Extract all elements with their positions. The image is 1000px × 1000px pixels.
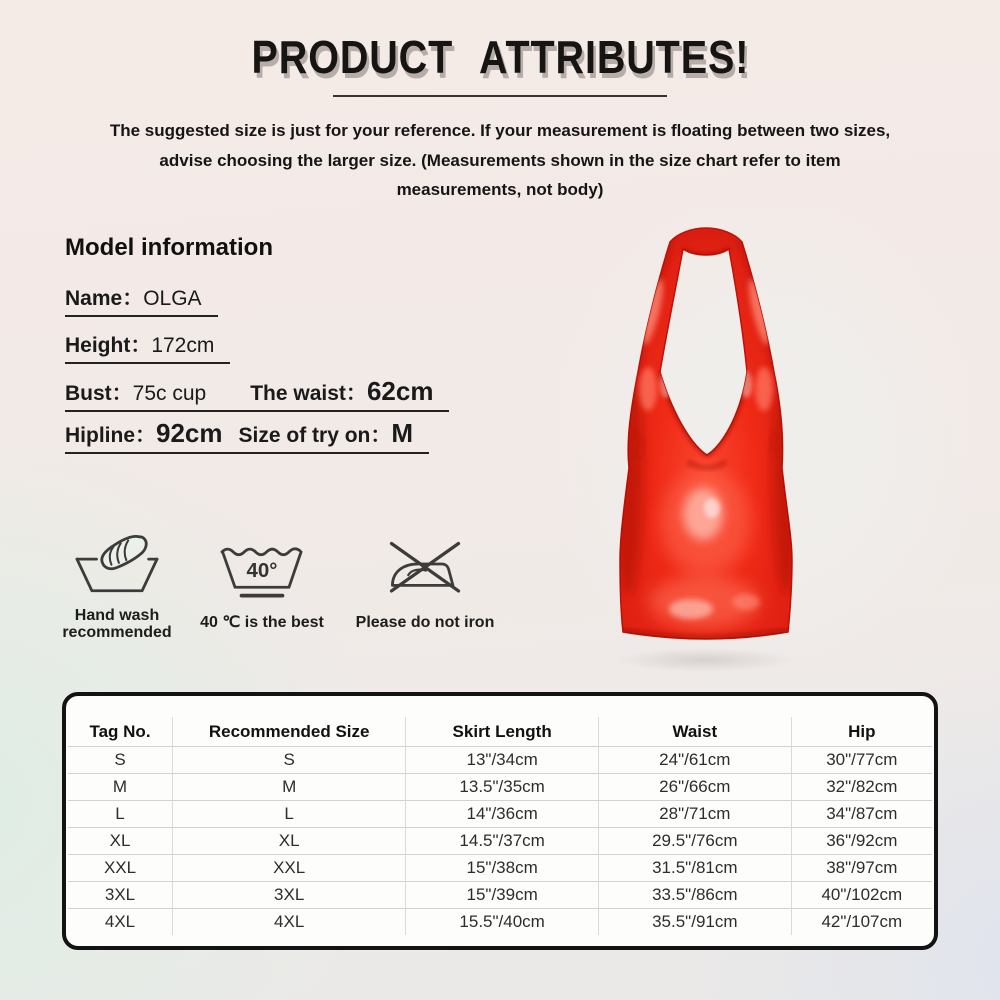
size-cell: 29.5"/76cm (598, 828, 791, 855)
model-name-label: Name： (65, 287, 144, 310)
size-chart-table (68, 717, 932, 935)
model-hipline-value: 92cm (156, 418, 223, 448)
size-cell: XXL (173, 855, 406, 882)
size-cell: S (173, 747, 406, 774)
size-disclaimer-line: measurements, not body) (396, 180, 604, 199)
size-cell: 35.5"/91cm (598, 909, 791, 936)
size-row-4xl (68, 909, 932, 936)
care-label: Please do not iron (355, 614, 495, 631)
model-bust-waist-row (65, 376, 449, 412)
model-tryon-value: M (391, 418, 414, 448)
care-label: 40 ℃ is the best (200, 614, 324, 631)
size-chart-header-row (68, 717, 932, 747)
model-bust-label: Bust： (65, 382, 133, 405)
model-bust-value: 75c cup (132, 382, 207, 405)
care-item-wash-40 (196, 537, 328, 631)
size-cell: 14.5"/37cm (406, 828, 599, 855)
col-header-skirt-length: Skirt Length (406, 717, 599, 747)
size-cell: 4XL (68, 909, 173, 936)
size-disclaimer-line: The suggested size is just for your reference. If your measurement is floating between two sizes, (109, 121, 891, 140)
size-cell: L (68, 801, 173, 828)
size-cell: 33.5"/86cm (598, 882, 791, 909)
page-title-wrap (0, 30, 1000, 84)
model-hipline-label: Hipline： (65, 424, 157, 447)
size-cell: 34"/87cm (791, 801, 932, 828)
care-item-hand-wash (55, 534, 179, 641)
wash-temp-text: 40° (246, 559, 278, 583)
hand-wash-icon (72, 534, 162, 601)
care-label: Hand wash recommended (62, 607, 172, 641)
size-cell: 31.5"/81cm (598, 855, 791, 882)
size-cell: 14"/36cm (406, 801, 599, 828)
size-cell: 15.5"/40cm (406, 909, 599, 936)
size-cell: 13.5"/35cm (406, 774, 599, 801)
product-photo-dress (596, 224, 816, 664)
do-not-iron-icon (380, 537, 470, 604)
wash-40c-icon (217, 537, 307, 604)
size-disclaimer-line: advise choosing the larger size. (Measurements shown in the size chart refer to item (159, 150, 841, 170)
size-cell: 24"/61cm (598, 747, 791, 774)
size-row-s (68, 747, 932, 774)
size-cell: 36"/92cm (791, 828, 932, 855)
size-cell: 15"/39cm (406, 882, 599, 909)
size-cell: 4XL (173, 909, 406, 936)
model-name-row (65, 282, 218, 317)
size-cell: 42"/107cm (791, 909, 932, 936)
size-row-xxl (68, 855, 932, 882)
size-cell: XXL (68, 855, 173, 882)
size-cell: 3XL (173, 882, 406, 909)
model-information-heading: Model information (65, 234, 273, 261)
size-disclaimer (0, 116, 1000, 205)
size-row-l (68, 801, 932, 828)
model-information-section (65, 234, 449, 460)
size-cell: 32"/82cm (791, 774, 932, 801)
size-row-m (68, 774, 932, 801)
model-hipline-size-row (65, 418, 429, 454)
size-cell: M (68, 774, 173, 801)
model-name-value: OLGA (143, 287, 202, 310)
model-height-row (65, 329, 230, 364)
model-tryon-label: Size of try on： (238, 424, 392, 447)
size-cell: S (68, 747, 173, 774)
size-cell: M (173, 774, 406, 801)
size-cell: 30"/77cm (791, 747, 932, 774)
size-cell: 40"/102cm (791, 882, 932, 909)
size-cell: XL (68, 828, 173, 855)
size-chart (62, 692, 938, 950)
size-cell: 28"/71cm (598, 801, 791, 828)
size-cell: 38"/97cm (791, 855, 932, 882)
page-title: PRODUCT ATTRIBUTES! (251, 31, 749, 83)
title-underline (333, 95, 667, 97)
model-height-label: Height： (65, 334, 152, 357)
col-header-waist: Waist (598, 717, 791, 747)
model-waist-label: The waist： (250, 382, 367, 405)
col-header-recommended-size: Recommended Size (173, 717, 406, 747)
size-row-xl (68, 828, 932, 855)
care-item-do-not-iron (350, 537, 500, 631)
size-cell: 3XL (68, 882, 173, 909)
size-row-3xl (68, 882, 932, 909)
model-waist-value: 62cm (366, 376, 434, 406)
col-header-hip: Hip (791, 717, 932, 747)
model-height-value: 172cm (151, 334, 215, 357)
col-header-tag-no: Tag No. (89, 721, 151, 741)
size-cell: L (173, 801, 406, 828)
size-cell: XL (173, 828, 406, 855)
size-cell: 15"/38cm (406, 855, 599, 882)
size-cell: 26"/66cm (598, 774, 791, 801)
size-cell: 13"/34cm (406, 747, 599, 774)
